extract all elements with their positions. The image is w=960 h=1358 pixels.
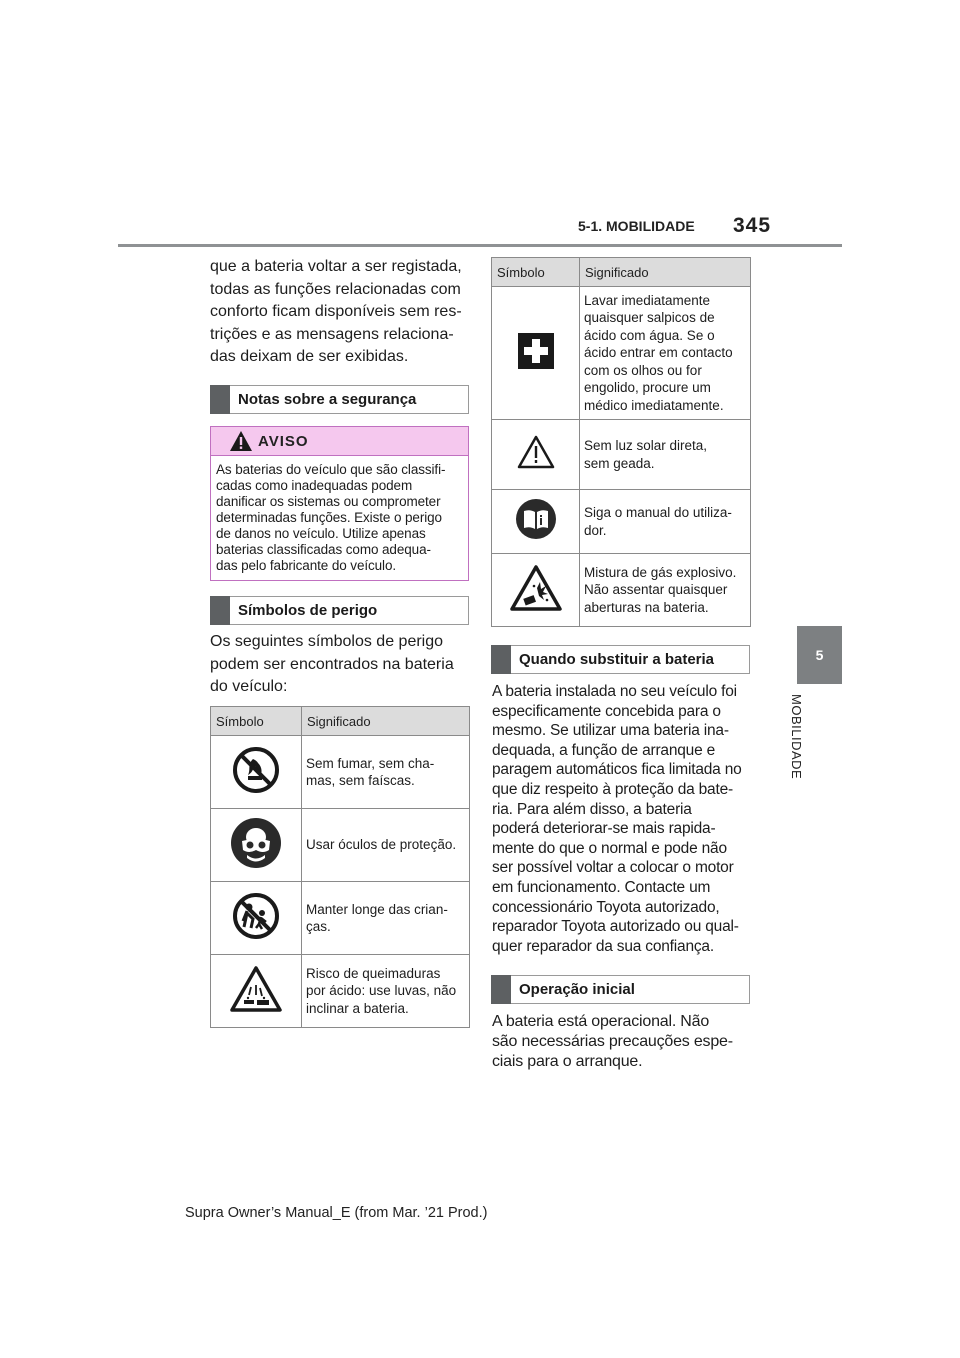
text-line: ser possível voltar a colocar o motor (492, 859, 734, 877)
text-line: que diz respeito à proteção da bate- (492, 780, 733, 798)
text-line: mas, sem faíscas. (306, 773, 415, 788)
text-line: Lavar imediatamente (584, 292, 711, 308)
text-line: médico imediatamente. (584, 397, 724, 413)
text-line: A bateria está operacional. Não (492, 1013, 710, 1030)
symbol-cell (211, 882, 302, 955)
text-line: conforto ficam disponíveis sem res- (210, 303, 462, 320)
column-header-symbol: Símbolo (492, 258, 580, 287)
text-line: poderá deteriorar-se mais rapida- (492, 820, 716, 838)
text-line: em funcionamento. Contacte um (492, 878, 711, 896)
text-line: com os olhos ou for (584, 362, 702, 378)
column-header-symbol: Símbolo (211, 707, 302, 736)
heading-text: Quando substituir a bateria (519, 651, 715, 668)
chapter-label-text: MOBILIDADE (789, 694, 804, 780)
table-row (211, 809, 470, 882)
table-row (211, 736, 470, 809)
text-line: quer reparador da sua confiança. (492, 937, 714, 955)
symbol-cell (492, 490, 580, 554)
heading-bar (210, 385, 230, 414)
text-line: mente do que o normal e pode não (492, 839, 727, 857)
text-line: ácido entrar em contacto (584, 345, 733, 361)
explosive-gas-warning-icon (509, 564, 563, 612)
table-header-row (492, 258, 751, 287)
symbol-cell (492, 287, 580, 420)
read-manual-icon (515, 498, 557, 540)
symbol-cell (211, 955, 302, 1028)
replace-battery-text (492, 682, 762, 956)
text-line: danificar os sistemas ou comprometer (216, 494, 441, 509)
symbol-cell (211, 809, 302, 882)
meaning-cell (302, 882, 470, 955)
initial-operation-text (492, 1012, 762, 1071)
symbol-cell (492, 554, 580, 627)
text-line: de danos no veículo. Utilize apenas (216, 526, 426, 541)
text-line: aberturas na bateria. (584, 599, 709, 615)
text-line: das pelo fabricante do veículo. (216, 558, 397, 573)
table-header-row (211, 707, 470, 736)
meaning-cell (302, 955, 470, 1028)
warning-triangle-icon (229, 430, 253, 452)
heading-bar (210, 596, 230, 625)
symbol-cell (492, 420, 580, 490)
text-line: ças. (306, 919, 331, 934)
table-row (492, 490, 751, 554)
meaning-cell (580, 554, 751, 627)
table-row (492, 554, 751, 627)
heading-bar (491, 975, 511, 1004)
text-line: ácido com água. Se o (584, 327, 715, 343)
hazard-symbols-table (210, 706, 470, 1028)
warning-box (210, 426, 469, 581)
no-smoking-no-flames-icon (231, 745, 281, 795)
footer-text: Supra Owner’s Manual_E (from Mar. ’21 Prod.) (185, 1205, 488, 1221)
text-line: baterias classificadas como adequa- (216, 542, 431, 557)
text-line: A bateria instalada no seu veículo foi (492, 683, 737, 700)
text-line: do veículo: (210, 678, 288, 695)
text-line: especificamente concebida para o (492, 702, 721, 720)
column-header-meaning: Significado (302, 707, 470, 736)
symbol-cell (211, 736, 302, 809)
text-line: determinadas funções. Existe o perigo (216, 510, 442, 525)
warning-title: AVISO (258, 433, 309, 450)
text-line: sem geada. (584, 455, 655, 471)
text-line: ria. Para além disso, a bateria (492, 800, 692, 818)
acid-burn-warning-icon (229, 965, 283, 1013)
text-line: Os seguintes símbolos de perigo (210, 633, 444, 650)
text-line: são necessárias precauções espe- (492, 1032, 733, 1050)
text-line: reparador Toyota autorizado ou qual- (492, 918, 739, 936)
column-header-meaning: Significado (580, 258, 751, 287)
text-line: dor. (584, 522, 607, 538)
general-warning-triangle-icon (516, 434, 556, 470)
safety-notes-heading (210, 385, 469, 414)
heading-text: Notas sobre a segurança (238, 391, 417, 408)
text-line: concessionário Toyota autorizado, (492, 898, 720, 916)
warning-text (216, 462, 464, 574)
replace-battery-heading (491, 645, 750, 674)
text-line: podem ser encontrados na bateria (210, 655, 454, 673)
table-row (492, 287, 751, 420)
heading-text: Operação inicial (519, 981, 635, 998)
text-line: dequada, a função de arranque e (492, 741, 716, 759)
text-line: trições e as mensagens relaciona- (210, 325, 454, 343)
header-rule (118, 244, 842, 247)
text-line: ciais para o arranque. (492, 1052, 643, 1070)
intro-paragraph (210, 256, 480, 369)
hazard-symbols-heading (210, 596, 469, 625)
chapter-tab[interactable]: 5 (797, 626, 842, 684)
initial-operation-heading (491, 975, 750, 1004)
section-title: 5-1. MOBILIDADE (578, 218, 695, 234)
text-line: por ácido: use luvas, não (306, 983, 457, 999)
text-line: quaisquer salpicos de (584, 310, 715, 326)
text-line: mesmo. Se utilizar uma bateria ina- (492, 722, 729, 740)
text-line: Não assentar quaisquer (584, 582, 728, 598)
hazard-intro (210, 631, 480, 699)
heading-bar (491, 645, 511, 674)
text-line: que a bateria voltar a ser registada, (210, 258, 462, 275)
warning-title-bar (211, 427, 468, 456)
text-line: Usar óculos de proteção. (306, 837, 457, 853)
meaning-cell (580, 287, 751, 420)
text-line: das deixam de ser exibidas. (210, 348, 409, 365)
meaning-cell (302, 736, 470, 809)
text-line: Sem fumar, sem cha- (306, 755, 435, 771)
text-line: todas as funções relacionadas com (210, 280, 461, 298)
meaning-cell (580, 490, 751, 554)
text-line: Sem luz solar direta, (584, 438, 708, 453)
meaning-cell (580, 420, 751, 490)
heading-text: Símbolos de perigo (238, 602, 378, 619)
first-aid-cross-icon (518, 333, 554, 369)
text-line: Risco de queimaduras (306, 965, 441, 981)
page-number: 345 (733, 214, 772, 237)
wear-eye-protection-icon (230, 817, 282, 869)
text-line: cadas como inadequadas podem (216, 478, 413, 493)
hazard-symbols-table-continued (491, 257, 751, 627)
text-line: As baterias do veículo que são classifi- (216, 462, 446, 477)
text-line: Siga o manual do utiliza- (584, 505, 732, 520)
keep-away-from-children-icon (231, 891, 281, 941)
text-line: Mistura de gás explosivo. (584, 564, 737, 580)
text-line: paragem automáticos fica limitada no (492, 761, 742, 779)
text-line: Manter longe das crian- (306, 901, 448, 917)
text-line: inclinar a bateria. (306, 1000, 409, 1016)
table-row (211, 955, 470, 1028)
meaning-cell (302, 809, 470, 882)
table-row (211, 882, 470, 955)
table-row (492, 420, 751, 490)
text-line: engolido, procure um (584, 380, 711, 396)
chapter-label (786, 694, 806, 794)
